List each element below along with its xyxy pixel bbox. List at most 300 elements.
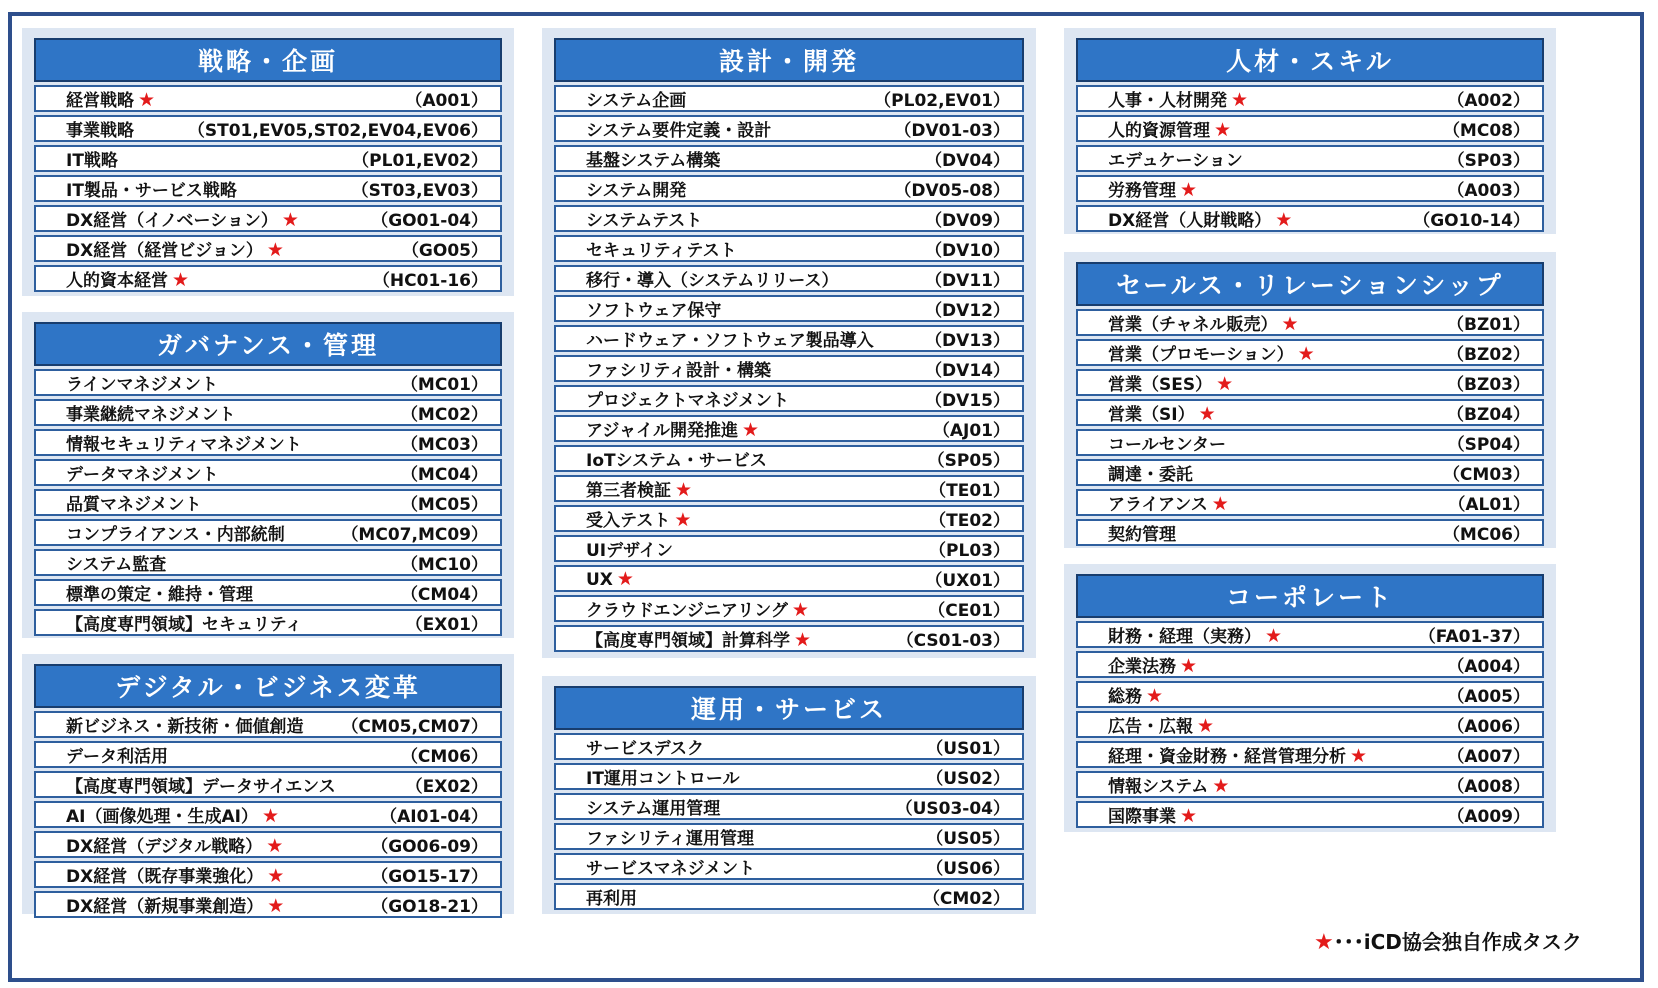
task-name: 品質マネジメント <box>66 495 202 515</box>
star-icon: ★ <box>616 567 634 590</box>
task-code: （MC04） <box>400 465 488 485</box>
task-row <box>554 145 1024 172</box>
task-code: （AJ01） <box>932 421 1010 441</box>
group-title: 人材・スキル <box>1076 38 1544 82</box>
task-code: （SP03） <box>1447 151 1530 171</box>
task-label <box>66 892 371 917</box>
task-code: （GO01-04） <box>371 211 488 231</box>
task-code: （CM03） <box>1442 465 1530 485</box>
task-name: UIデザイン <box>586 541 673 561</box>
task-code: （DV11） <box>925 271 1010 291</box>
task-name: システム要件定義・設計 <box>586 121 772 141</box>
task-name: 【高度専門領域】セキュリティ <box>66 615 303 635</box>
task-row <box>34 265 502 292</box>
task-row <box>34 399 502 426</box>
task-row <box>34 549 502 576</box>
star-icon: ★ <box>741 419 760 441</box>
task-row <box>554 445 1024 472</box>
task-row <box>1076 309 1544 336</box>
task-name: DX経営（経営ビジョン） <box>66 241 263 261</box>
task-row <box>34 235 502 262</box>
star-icon: ★ <box>1211 493 1229 515</box>
task-code: （GO05） <box>401 241 488 261</box>
task-label <box>586 86 874 111</box>
task-name: 財務・経理（実務） <box>1108 627 1261 647</box>
task-label <box>66 520 341 545</box>
task-name: ハードウェア・ソフトウェア製品導入 <box>586 331 874 351</box>
task-label <box>1108 520 1443 545</box>
group-strategy-planning <box>22 28 514 296</box>
task-row <box>554 175 1024 202</box>
task-row <box>34 741 502 768</box>
task-name: DX経営（デジタル戦略） <box>66 837 263 857</box>
task-code: （CS01-03） <box>896 631 1010 651</box>
task-name: 総務 <box>1108 687 1142 707</box>
task-name: 再利用 <box>586 889 637 909</box>
task-code: （SP05） <box>927 451 1010 471</box>
star-icon: ★ <box>1198 403 1216 425</box>
task-code: （US01） <box>926 739 1010 759</box>
task-row <box>554 385 1024 412</box>
task-name: DX経営（人財戦略） <box>1108 211 1272 231</box>
task-name: 営業（チャネル販売） <box>1108 315 1278 335</box>
task-code: （SP04） <box>1447 435 1530 455</box>
task-label <box>66 802 380 827</box>
task-label <box>586 854 926 879</box>
task-code: （AL01） <box>1448 495 1530 515</box>
task-row <box>554 115 1024 142</box>
task-code: （PL02,EV01） <box>874 91 1010 111</box>
task-name: 人事・人材開発 <box>1108 91 1227 111</box>
task-label <box>586 446 928 471</box>
task-row <box>34 205 502 232</box>
task-code: （BZ04） <box>1447 405 1530 425</box>
task-code: （US06） <box>926 859 1010 879</box>
star-icon: ★ <box>1281 313 1299 335</box>
task-code: （BZ01） <box>1447 315 1530 335</box>
group-title: セールス・リレーションシップ <box>1076 262 1544 306</box>
task-name: アライアンス <box>1108 495 1208 515</box>
task-code: （A004） <box>1447 657 1530 677</box>
task-name: IT運用コントロール <box>586 769 740 789</box>
task-name: システム企画 <box>586 91 687 111</box>
task-row <box>34 831 502 858</box>
task-row <box>1076 429 1544 456</box>
task-name: システム開発 <box>586 181 687 201</box>
task-code: （EX01） <box>405 615 488 635</box>
task-row <box>554 85 1024 112</box>
star-icon: ★ <box>261 805 280 827</box>
diagram-frame <box>8 12 1644 982</box>
task-code: （DV13） <box>925 331 1010 351</box>
task-label <box>586 626 897 651</box>
task-label <box>66 862 371 887</box>
task-name: 情報システム <box>1108 777 1209 797</box>
task-code: （ST03,EV03） <box>351 181 488 201</box>
task-code: （CM06） <box>400 747 488 767</box>
star-icon: ★ <box>675 479 693 501</box>
task-code: （GO10-14） <box>1413 211 1530 231</box>
task-label <box>586 824 926 849</box>
task-label <box>66 370 401 395</box>
task-label <box>1108 116 1443 141</box>
task-code: （ST01,EV05,ST02,EV04,EV06） <box>187 121 488 141</box>
task-row <box>554 535 1024 562</box>
task-label <box>1108 682 1447 707</box>
task-name: 調達・委託 <box>1108 465 1193 485</box>
task-row <box>554 565 1024 592</box>
legend-text: ･･･iCD協会独自作成タスク <box>1333 930 1582 954</box>
task-row <box>1076 85 1544 112</box>
task-row <box>34 85 502 112</box>
task-code: （CM05,CM07） <box>341 717 488 737</box>
task-name: 営業（SES） <box>1108 375 1213 395</box>
task-row <box>34 489 502 516</box>
task-name: 事業継続マネジメント <box>66 405 236 425</box>
task-name: 標準の策定・維持・管理 <box>66 585 253 605</box>
task-name: UX <box>586 569 613 590</box>
task-row <box>34 459 502 486</box>
task-name: IT製品・サービス戦略 <box>66 181 237 201</box>
task-row <box>1076 175 1544 202</box>
task-row <box>34 579 502 606</box>
task-code: （MC02） <box>400 405 488 425</box>
task-name: セキュリティテスト <box>586 241 737 261</box>
task-label <box>1108 460 1443 485</box>
task-code: （DV10） <box>925 241 1010 261</box>
task-row <box>34 609 502 636</box>
group-digital-business-transformation <box>22 654 514 917</box>
task-name: コールセンター <box>1108 435 1226 455</box>
task-row <box>1076 369 1544 396</box>
star-icon: ★ <box>267 865 285 887</box>
star-icon: ★ <box>172 269 190 291</box>
task-label <box>66 742 401 767</box>
star-icon: ★ <box>1180 655 1198 677</box>
task-name: 人的資源管理 <box>1108 121 1210 141</box>
group-title: ガバナンス・管理 <box>34 322 502 366</box>
task-name: IoTシステム・サービス <box>586 451 767 471</box>
task-name: 営業（SI） <box>1108 405 1195 425</box>
task-code: （BZ03） <box>1447 375 1530 395</box>
task-name: コンプライアンス・内部統制 <box>66 525 285 545</box>
group-design-development <box>542 28 1036 658</box>
task-code: （MC06） <box>1442 525 1530 545</box>
task-label <box>66 712 341 737</box>
task-row <box>34 175 502 202</box>
task-code: （PL03） <box>929 541 1010 561</box>
task-row <box>554 205 1024 232</box>
task-label <box>66 206 371 231</box>
task-label <box>586 386 925 411</box>
task-label <box>1108 206 1413 231</box>
task-code: （A006） <box>1447 717 1530 737</box>
task-name: アジャイル開発推進 <box>586 421 738 441</box>
task-row <box>554 505 1024 532</box>
task-code: （GO18-21） <box>371 897 488 917</box>
star-icon: ★ <box>1214 119 1232 141</box>
star-icon: ★ <box>1265 625 1283 647</box>
task-name: データ利活用 <box>66 747 168 767</box>
task-name: ラインマネジメント <box>66 375 218 395</box>
task-code: （DV09） <box>925 211 1010 231</box>
task-label <box>586 356 925 381</box>
task-label <box>586 734 926 759</box>
task-code: （CM02） <box>922 889 1010 909</box>
task-code: （MC07,MC09） <box>341 525 488 545</box>
task-name: 第三者検証 <box>586 481 671 501</box>
task-name: データマネジメント <box>66 465 219 485</box>
task-label <box>66 236 402 261</box>
task-row <box>1076 741 1544 768</box>
task-row <box>1076 489 1544 516</box>
task-row <box>554 853 1024 880</box>
task-label <box>1108 490 1448 515</box>
task-label <box>66 772 406 797</box>
task-name: 広告・広報 <box>1108 717 1193 737</box>
task-code: （MC08） <box>1442 121 1530 141</box>
task-code: （DV14） <box>925 361 1010 381</box>
task-name: 【高度専門領域】計算科学 <box>586 631 790 651</box>
task-code: （A001） <box>405 91 488 111</box>
task-label <box>1108 772 1447 797</box>
task-label <box>586 326 925 351</box>
task-name: システム運用管理 <box>586 799 721 819</box>
task-code: （DV15） <box>925 391 1010 411</box>
task-code: （EX02） <box>405 777 488 797</box>
task-code: （CM04） <box>400 585 488 605</box>
star-icon: ★ <box>266 239 284 261</box>
task-name: 経理・資金財務・経営管理分析 <box>1108 747 1346 767</box>
task-label <box>586 596 928 621</box>
task-name: 基盤システム構築 <box>586 151 721 171</box>
task-row <box>34 115 502 142</box>
task-label <box>586 176 894 201</box>
star-icon: ★ <box>1146 685 1164 707</box>
task-code: （DV04） <box>925 151 1010 171</box>
task-label <box>66 430 401 455</box>
group-title: 設計・開発 <box>554 38 1024 82</box>
task-row <box>1076 459 1544 486</box>
star-icon: ★ <box>138 89 156 111</box>
task-name: 労務管理 <box>1108 181 1176 201</box>
task-code: （GO06-09） <box>371 837 488 857</box>
task-name: サービスデスク <box>586 739 704 759</box>
task-label <box>586 266 925 291</box>
task-label <box>66 550 401 575</box>
task-label <box>586 296 925 321</box>
task-label <box>586 236 925 261</box>
task-name: 国際事業 <box>1108 807 1176 827</box>
task-label <box>586 568 925 590</box>
task-label <box>1108 742 1447 767</box>
task-label <box>586 146 925 171</box>
task-code: （PL01,EV02） <box>352 151 488 171</box>
task-row <box>554 355 1024 382</box>
star-icon: ★ <box>1275 209 1293 231</box>
star-icon: ★ <box>1212 775 1230 797</box>
task-name: 人的資本経営 <box>66 271 168 291</box>
task-name: サービスマネジメント <box>586 859 756 879</box>
task-code: （US02） <box>926 769 1010 789</box>
task-name: クラウドエンジニアリング <box>586 601 788 621</box>
star-icon: ★ <box>1180 179 1198 201</box>
task-code: （A008） <box>1447 777 1530 797</box>
task-code: （US05） <box>926 829 1010 849</box>
task-label <box>1108 176 1447 201</box>
task-row <box>1076 621 1544 648</box>
task-name: 新ビジネス・新技術・価値創造 <box>66 717 304 737</box>
task-row <box>554 415 1024 442</box>
task-row <box>554 235 1024 262</box>
task-name: 情報セキュリティマネジメント <box>66 435 302 455</box>
star-icon: ★ <box>1216 373 1234 395</box>
task-code: （A002） <box>1447 91 1530 111</box>
task-name: 営業（プロモーション） <box>1108 345 1294 365</box>
task-name: 企業法務 <box>1108 657 1176 677</box>
task-label <box>66 460 401 485</box>
task-name: 受入テスト <box>586 511 671 531</box>
task-label <box>1108 400 1447 425</box>
task-name: システムテスト <box>586 211 703 231</box>
task-name: プロジェクトマネジメント <box>586 391 790 411</box>
task-row <box>554 265 1024 292</box>
task-code: （HC01-16） <box>372 271 488 291</box>
task-label <box>586 116 894 141</box>
task-row <box>1076 339 1544 366</box>
task-label <box>66 116 188 141</box>
task-code: （A003） <box>1447 181 1530 201</box>
task-row <box>1076 801 1544 828</box>
task-label <box>586 506 929 531</box>
task-code: （FA01-37） <box>1418 627 1530 647</box>
task-row <box>554 595 1024 622</box>
task-code: （CE01） <box>928 601 1010 621</box>
task-label <box>1108 370 1447 395</box>
task-row <box>1076 681 1544 708</box>
task-code: （MC10） <box>400 555 488 575</box>
star-icon: ★ <box>1180 805 1198 827</box>
task-label <box>66 266 373 291</box>
task-row <box>554 475 1024 502</box>
task-code: （TE01） <box>929 481 1010 501</box>
task-code: （A007） <box>1447 747 1530 767</box>
star-icon: ★ <box>794 629 812 651</box>
star-icon: ★ <box>1231 89 1249 111</box>
star-icon: ★ <box>266 835 284 857</box>
task-row <box>34 801 502 828</box>
task-code: （GO15-17） <box>371 867 488 887</box>
task-row <box>34 145 502 172</box>
task-label <box>1108 310 1447 335</box>
task-name: ファシリティ運用管理 <box>586 829 754 849</box>
task-label <box>66 86 405 111</box>
group-corporate <box>1064 564 1556 832</box>
task-row <box>554 733 1024 760</box>
task-name: システム監査 <box>66 555 167 575</box>
task-code: （AI01-04） <box>380 807 488 827</box>
task-code: （BZ02） <box>1447 345 1530 365</box>
task-name: 経営戦略 <box>66 91 134 111</box>
task-label <box>1108 146 1448 171</box>
task-code: （DV05-08） <box>894 181 1010 201</box>
task-name: 移行・導入（システムリリース） <box>586 271 839 291</box>
star-icon: ★ <box>267 895 285 917</box>
task-label <box>586 764 926 789</box>
task-code: （DV12） <box>925 301 1010 321</box>
task-label <box>1108 652 1447 677</box>
group-sales-relationship <box>1064 252 1556 548</box>
task-label <box>1108 802 1447 827</box>
task-row <box>1076 115 1544 142</box>
group-title: デジタル・ビジネス変革 <box>34 664 502 708</box>
task-row <box>1076 205 1544 232</box>
task-row <box>1076 399 1544 426</box>
task-name: DX経営（イノベーション） <box>66 211 278 231</box>
star-icon: ★ <box>674 509 692 531</box>
task-row <box>554 295 1024 322</box>
group-title: 運用・サービス <box>554 686 1024 730</box>
task-code: （A005） <box>1447 687 1530 707</box>
task-name: AI（画像処理・生成AI） <box>66 807 258 827</box>
task-row <box>1076 711 1544 738</box>
task-label <box>586 794 896 819</box>
task-name: 契約管理 <box>1108 525 1176 545</box>
task-label <box>1108 712 1447 737</box>
task-row <box>554 763 1024 790</box>
task-label <box>66 832 371 857</box>
group-governance-management <box>22 312 514 638</box>
task-name: 【高度専門領域】データサイエンス <box>66 777 336 797</box>
task-label <box>586 884 923 909</box>
task-label <box>1108 340 1447 365</box>
task-name: ソフトウェア保守 <box>586 301 722 321</box>
star-icon: ★ <box>1197 715 1215 737</box>
task-label <box>66 400 401 425</box>
task-label <box>66 580 401 605</box>
task-label <box>66 490 401 515</box>
task-label <box>66 610 406 635</box>
task-code: （MC05） <box>400 495 488 515</box>
star-icon: ★ <box>1314 930 1334 955</box>
task-row <box>34 891 502 918</box>
task-row <box>554 883 1024 910</box>
task-row <box>554 625 1024 652</box>
task-name: エデュケーション <box>1108 151 1243 171</box>
task-code: （UX01） <box>925 571 1010 591</box>
task-name: ファシリティ設計・構築 <box>586 361 771 381</box>
task-row <box>34 519 502 546</box>
star-icon: ★ <box>1297 343 1315 365</box>
task-code: （MC03） <box>400 435 488 455</box>
group-hr-skills <box>1064 28 1556 234</box>
task-label <box>1108 86 1447 111</box>
task-code: （US03-04） <box>895 799 1010 819</box>
task-label <box>586 536 929 561</box>
task-code: （A009） <box>1447 807 1530 827</box>
task-name: 事業戦略 <box>66 121 134 141</box>
task-label <box>66 176 352 201</box>
task-code: （TE02） <box>929 511 1010 531</box>
group-operations-services <box>542 676 1036 914</box>
task-code: （MC01） <box>400 375 488 395</box>
task-row <box>1076 771 1544 798</box>
task-row <box>34 711 502 738</box>
legend <box>1314 926 1582 955</box>
task-row <box>554 325 1024 352</box>
task-name: IT戦略 <box>66 151 118 171</box>
star-icon: ★ <box>791 599 809 621</box>
